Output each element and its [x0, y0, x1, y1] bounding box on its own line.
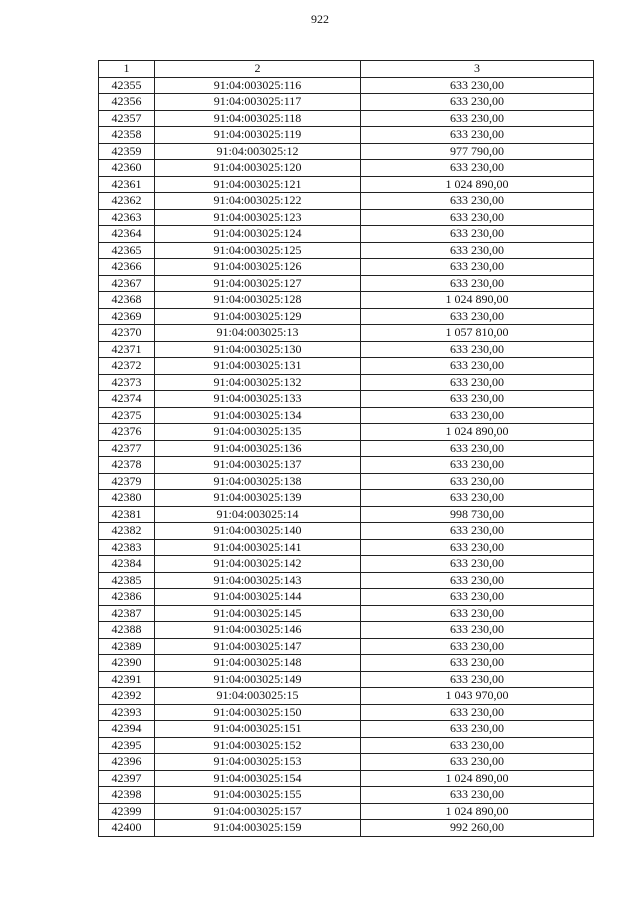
cadastral-number-cell: 91:04:003025:153 [155, 754, 361, 771]
cadastral-value-cell: 633 230,00 [361, 110, 594, 127]
row-number-cell: 42374 [99, 391, 155, 408]
row-number-cell: 42386 [99, 589, 155, 606]
cadastral-value-cell: 633 230,00 [361, 358, 594, 375]
cadastral-number-cell: 91:04:003025:146 [155, 622, 361, 639]
row-number-cell: 42356 [99, 94, 155, 111]
cadastral-number-cell: 91:04:003025:155 [155, 787, 361, 804]
row-number-cell: 42359 [99, 143, 155, 160]
cadastral-number-cell: 91:04:003025:124 [155, 226, 361, 243]
cadastral-number-cell: 91:04:003025:12 [155, 143, 361, 160]
cadastral-number-cell: 91:04:003025:142 [155, 556, 361, 573]
table-row [99, 671, 594, 688]
cadastral-number-cell: 91:04:003025:150 [155, 704, 361, 721]
table-row [99, 160, 594, 177]
table-row [99, 820, 594, 837]
cadastral-value-cell: 633 230,00 [361, 655, 594, 672]
table-row [99, 655, 594, 672]
row-number-cell: 42384 [99, 556, 155, 573]
row-number-cell: 42364 [99, 226, 155, 243]
cadastral-number-cell: 91:04:003025:151 [155, 721, 361, 738]
table-row [99, 704, 594, 721]
cadastral-value-cell: 992 260,00 [361, 820, 594, 837]
cadastral-value-cell: 633 230,00 [361, 226, 594, 243]
cadastral-value-cell: 633 230,00 [361, 94, 594, 111]
cadastral-number-cell: 91:04:003025:152 [155, 737, 361, 754]
table-row [99, 424, 594, 441]
table-row [99, 77, 594, 94]
row-number-cell: 42366 [99, 259, 155, 276]
cadastral-value-cell: 633 230,00 [361, 572, 594, 589]
cadastral-value-cell: 1 024 890,00 [361, 292, 594, 309]
cadastral-number-cell: 91:04:003025:118 [155, 110, 361, 127]
cadastral-number-cell: 91:04:003025:122 [155, 193, 361, 210]
cadastral-number-cell: 91:04:003025:129 [155, 308, 361, 325]
cadastral-number-cell: 91:04:003025:135 [155, 424, 361, 441]
table-row [99, 226, 594, 243]
table-row [99, 110, 594, 127]
cadastral-value-cell: 1 024 890,00 [361, 803, 594, 820]
cadastral-value-cell: 633 230,00 [361, 754, 594, 771]
cadastral-number-cell: 91:04:003025:137 [155, 457, 361, 474]
row-number-cell: 42370 [99, 325, 155, 342]
cadastral-number-cell: 91:04:003025:147 [155, 638, 361, 655]
table-row [99, 803, 594, 820]
cadastral-value-cell: 633 230,00 [361, 374, 594, 391]
table-row [99, 589, 594, 606]
row-number-cell: 42376 [99, 424, 155, 441]
cadastral-value-cell: 633 230,00 [361, 671, 594, 688]
cadastral-value-cell: 633 230,00 [361, 440, 594, 457]
table-row [99, 193, 594, 210]
row-number-cell: 42398 [99, 787, 155, 804]
cadastral-number-cell: 91:04:003025:119 [155, 127, 361, 144]
cadastral-number-cell: 91:04:003025:125 [155, 242, 361, 259]
cadastral-value-cell: 633 230,00 [361, 556, 594, 573]
table-row [99, 622, 594, 639]
column-header-2: 2 [155, 61, 361, 78]
table-row [99, 754, 594, 771]
cadastral-number-cell: 91:04:003025:123 [155, 209, 361, 226]
row-number-cell: 42367 [99, 275, 155, 292]
cadastral-number-cell: 91:04:003025:157 [155, 803, 361, 820]
cadastral-number-cell: 91:04:003025:116 [155, 77, 361, 94]
row-number-cell: 42391 [99, 671, 155, 688]
cadastral-value-cell: 1 024 890,00 [361, 176, 594, 193]
table-row [99, 325, 594, 342]
cadastral-value-cell: 633 230,00 [361, 622, 594, 639]
cadastral-value-cell: 633 230,00 [361, 704, 594, 721]
cadastral-number-cell: 91:04:003025:121 [155, 176, 361, 193]
table-row [99, 539, 594, 556]
row-number-cell: 42392 [99, 688, 155, 705]
row-number-cell: 42400 [99, 820, 155, 837]
cadastral-value-cell: 633 230,00 [361, 407, 594, 424]
cadastral-number-cell: 91:04:003025:13 [155, 325, 361, 342]
cadastral-value-cell: 1 043 970,00 [361, 688, 594, 705]
table-row [99, 638, 594, 655]
cadastral-number-cell: 91:04:003025:14 [155, 506, 361, 523]
table-row [99, 391, 594, 408]
row-number-cell: 42388 [99, 622, 155, 639]
cadastral-value-cell: 1 024 890,00 [361, 770, 594, 787]
table-row [99, 457, 594, 474]
cadastral-value-cell: 633 230,00 [361, 391, 594, 408]
cadastral-value-cell: 633 230,00 [361, 721, 594, 738]
row-number-cell: 42368 [99, 292, 155, 309]
cadastral-number-cell: 91:04:003025:159 [155, 820, 361, 837]
table-row [99, 787, 594, 804]
table-row [99, 127, 594, 144]
cadastral-number-cell: 91:04:003025:148 [155, 655, 361, 672]
table-row [99, 374, 594, 391]
cadastral-value-cell: 633 230,00 [361, 242, 594, 259]
cadastral-value-cell: 633 230,00 [361, 605, 594, 622]
table-row [99, 490, 594, 507]
row-number-cell: 42357 [99, 110, 155, 127]
table-row [99, 341, 594, 358]
cadastral-number-cell: 91:04:003025:127 [155, 275, 361, 292]
cadastral-value-cell: 633 230,00 [361, 523, 594, 540]
cadastral-value-cell: 633 230,00 [361, 589, 594, 606]
table-row [99, 259, 594, 276]
cadastral-value-cell: 633 230,00 [361, 737, 594, 754]
cadastral-number-cell: 91:04:003025:134 [155, 407, 361, 424]
cadastral-number-cell: 91:04:003025:136 [155, 440, 361, 457]
table-row [99, 473, 594, 490]
row-number-cell: 42369 [99, 308, 155, 325]
row-number-cell: 42375 [99, 407, 155, 424]
row-number-cell: 42363 [99, 209, 155, 226]
table-row [99, 209, 594, 226]
row-number-cell: 42373 [99, 374, 155, 391]
cadastral-number-cell: 91:04:003025:138 [155, 473, 361, 490]
cadastral-value-cell: 633 230,00 [361, 127, 594, 144]
row-number-cell: 42378 [99, 457, 155, 474]
row-number-cell: 42380 [99, 490, 155, 507]
table-row [99, 94, 594, 111]
cadastral-value-table [98, 60, 594, 837]
cadastral-number-cell: 91:04:003025:154 [155, 770, 361, 787]
table-row [99, 506, 594, 523]
cadastral-value-cell: 633 230,00 [361, 341, 594, 358]
row-number-cell: 42393 [99, 704, 155, 721]
column-header-3: 3 [361, 61, 594, 78]
row-number-cell: 42361 [99, 176, 155, 193]
table-row [99, 292, 594, 309]
row-number-cell: 42399 [99, 803, 155, 820]
row-number-cell: 42385 [99, 572, 155, 589]
cadastral-value-cell: 633 230,00 [361, 539, 594, 556]
table-row [99, 572, 594, 589]
cadastral-value-cell: 633 230,00 [361, 193, 594, 210]
row-number-cell: 42379 [99, 473, 155, 490]
cadastral-number-cell: 91:04:003025:128 [155, 292, 361, 309]
table-row [99, 176, 594, 193]
cadastral-value-cell: 998 730,00 [361, 506, 594, 523]
row-number-cell: 42383 [99, 539, 155, 556]
table-row [99, 358, 594, 375]
cadastral-value-cell: 633 230,00 [361, 209, 594, 226]
row-number-cell: 42397 [99, 770, 155, 787]
cadastral-number-cell: 91:04:003025:117 [155, 94, 361, 111]
cadastral-number-cell: 91:04:003025:120 [155, 160, 361, 177]
row-number-cell: 42396 [99, 754, 155, 771]
table-row [99, 721, 594, 738]
cadastral-number-cell: 91:04:003025:149 [155, 671, 361, 688]
row-number-cell: 42395 [99, 737, 155, 754]
row-number-cell: 42377 [99, 440, 155, 457]
row-number-cell: 42389 [99, 638, 155, 655]
cadastral-number-cell: 91:04:003025:132 [155, 374, 361, 391]
page-number: 922 [311, 12, 329, 26]
cadastral-value-cell: 633 230,00 [361, 473, 594, 490]
cadastral-value-cell: 633 230,00 [361, 787, 594, 804]
cadastral-number-cell: 91:04:003025:15 [155, 688, 361, 705]
cadastral-number-cell: 91:04:003025:141 [155, 539, 361, 556]
cadastral-value-cell: 1 057 810,00 [361, 325, 594, 342]
cadastral-value-cell: 633 230,00 [361, 490, 594, 507]
table-row [99, 605, 594, 622]
cadastral-value-cell: 977 790,00 [361, 143, 594, 160]
table-row [99, 242, 594, 259]
cadastral-value-cell: 633 230,00 [361, 638, 594, 655]
cadastral-value-cell: 633 230,00 [361, 275, 594, 292]
table-row [99, 770, 594, 787]
table-row [99, 143, 594, 160]
cadastral-value-cell: 633 230,00 [361, 160, 594, 177]
row-number-cell: 42360 [99, 160, 155, 177]
table-row [99, 275, 594, 292]
table-row [99, 556, 594, 573]
row-number-cell: 42355 [99, 77, 155, 94]
cadastral-number-cell: 91:04:003025:143 [155, 572, 361, 589]
table-row [99, 688, 594, 705]
cadastral-value-cell: 1 024 890,00 [361, 424, 594, 441]
cadastral-value-cell: 633 230,00 [361, 457, 594, 474]
cadastral-number-cell: 91:04:003025:130 [155, 341, 361, 358]
table-header-row [99, 61, 594, 78]
cadastral-value-cell: 633 230,00 [361, 259, 594, 276]
row-number-cell: 42365 [99, 242, 155, 259]
row-number-cell: 42382 [99, 523, 155, 540]
table-row [99, 308, 594, 325]
cadastral-number-cell: 91:04:003025:144 [155, 589, 361, 606]
row-number-cell: 42390 [99, 655, 155, 672]
column-header-1: 1 [99, 61, 155, 78]
row-number-cell: 42394 [99, 721, 155, 738]
row-number-cell: 42362 [99, 193, 155, 210]
table-row [99, 523, 594, 540]
table-body [99, 77, 594, 836]
table-row [99, 737, 594, 754]
row-number-cell: 42387 [99, 605, 155, 622]
table-row [99, 407, 594, 424]
cadastral-number-cell: 91:04:003025:131 [155, 358, 361, 375]
cadastral-number-cell: 91:04:003025:145 [155, 605, 361, 622]
cadastral-number-cell: 91:04:003025:133 [155, 391, 361, 408]
row-number-cell: 42372 [99, 358, 155, 375]
table-row [99, 440, 594, 457]
row-number-cell: 42371 [99, 341, 155, 358]
row-number-cell: 42381 [99, 506, 155, 523]
cadastral-value-cell: 633 230,00 [361, 77, 594, 94]
cadastral-number-cell: 91:04:003025:140 [155, 523, 361, 540]
row-number-cell: 42358 [99, 127, 155, 144]
cadastral-number-cell: 91:04:003025:126 [155, 259, 361, 276]
cadastral-value-cell: 633 230,00 [361, 308, 594, 325]
cadastral-number-cell: 91:04:003025:139 [155, 490, 361, 507]
